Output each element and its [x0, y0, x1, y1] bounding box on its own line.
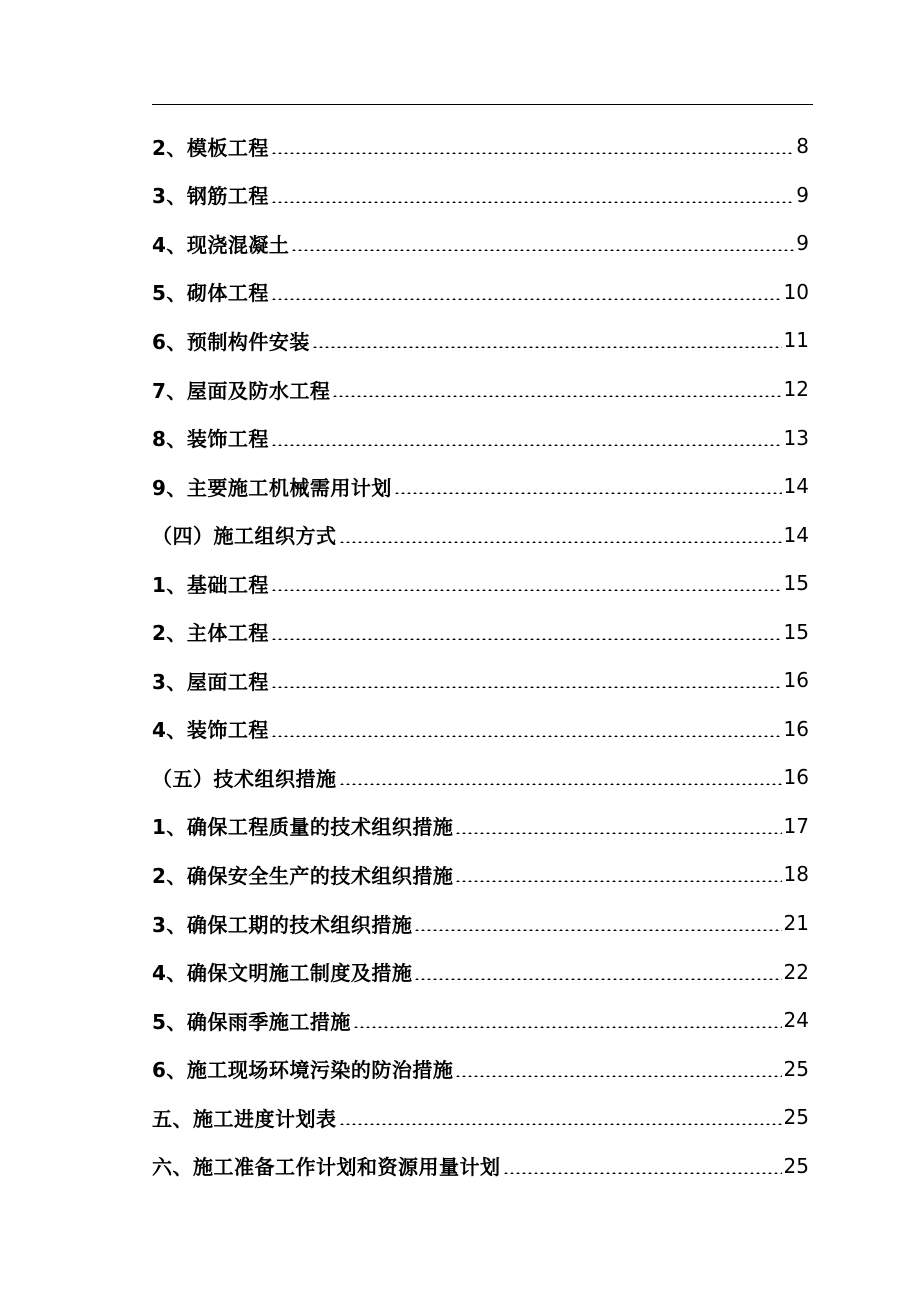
toc-entry-page: 16: [783, 668, 809, 693]
dot-leader: [455, 814, 781, 834]
toc-entry[interactable]: [152, 947, 809, 996]
toc-entry[interactable]: [152, 753, 809, 802]
toc-entry-page: 15: [783, 619, 809, 644]
dot-leader: [271, 620, 782, 640]
toc-entry-page: 22: [783, 959, 809, 984]
toc-entry-page: 16: [783, 765, 809, 790]
toc-entry-page: 14: [783, 474, 809, 499]
toc-entry[interactable]: [152, 365, 809, 414]
toc-entry-title: 4、现浇混凝土: [152, 232, 290, 257]
toc-entry-page: 13: [783, 425, 809, 450]
dot-leader: [353, 1008, 782, 1028]
toc-entry-title: 5、确保雨季施工措施: [152, 1009, 351, 1034]
toc-entry-page: 21: [783, 911, 809, 936]
toc-entry-page: 9: [796, 231, 809, 256]
dot-leader: [414, 911, 781, 931]
toc-entry-page: 25: [783, 1056, 809, 1081]
dot-leader: [339, 765, 782, 785]
toc-entry[interactable]: [152, 899, 809, 948]
toc-entry-title: 2、确保安全生产的技术组织措施: [152, 863, 454, 888]
dot-leader: [339, 1105, 782, 1125]
dot-leader: [291, 231, 794, 251]
toc-entry-page: 14: [783, 522, 809, 547]
toc-entry-title: 2、主体工程: [152, 621, 269, 646]
dot-leader: [271, 183, 794, 203]
toc-entry-title: 5、砌体工程: [152, 281, 269, 306]
toc-entry[interactable]: [152, 705, 809, 754]
toc-entry-page: 9: [796, 182, 809, 207]
table-of-contents: [152, 122, 809, 1190]
toc-entry-page: 25: [783, 1153, 809, 1178]
toc-entry[interactable]: [152, 1044, 809, 1093]
toc-entry-page: 12: [783, 377, 809, 401]
toc-entry[interactable]: [152, 510, 809, 559]
toc-entry[interactable]: [152, 1141, 809, 1190]
toc-entry[interactable]: [152, 802, 809, 851]
toc-entry[interactable]: [152, 413, 809, 462]
toc-entry-title: 3、确保工期的技术组织措施: [152, 912, 413, 937]
dot-leader: [271, 668, 782, 688]
toc-entry[interactable]: [152, 219, 809, 268]
dot-leader: [271, 426, 782, 446]
toc-entry[interactable]: [152, 559, 809, 608]
toc-entry-page: 8: [796, 134, 809, 159]
toc-entry-title: 8、装饰工程: [152, 427, 269, 452]
dot-leader: [455, 1057, 781, 1077]
toc-entry-title: 1、基础工程: [152, 572, 269, 597]
toc-entry-title: 4、确保文明施工制度及措施: [152, 961, 413, 986]
dot-leader: [271, 571, 782, 591]
header-rule: [152, 104, 813, 105]
toc-entry-title: 7、屋面及防水工程: [152, 378, 331, 403]
toc-entry-title: 1、确保工程质量的技术组织措施: [152, 815, 454, 840]
dot-leader: [414, 960, 781, 980]
toc-entry-title: 2、模板工程: [152, 135, 269, 160]
dot-leader: [271, 717, 782, 737]
dot-leader: [271, 280, 782, 300]
toc-entry[interactable]: [152, 850, 809, 899]
toc-entry[interactable]: [152, 1093, 809, 1142]
dot-leader: [394, 474, 782, 494]
toc-entry-page: 17: [783, 813, 809, 838]
toc-entry-title: 五、施工进度计划表: [152, 1106, 337, 1131]
toc-entry-page: 11: [783, 328, 809, 353]
toc-entry-page: 15: [783, 571, 809, 596]
toc-entry-title: （四）施工组织方式: [152, 524, 337, 549]
toc-entry[interactable]: [152, 122, 809, 171]
toc-entry[interactable]: [152, 996, 809, 1045]
dot-leader: [271, 134, 794, 154]
toc-entry-title: 9、主要施工机械需用计划: [152, 475, 392, 500]
toc-entry-page: 18: [783, 862, 809, 887]
toc-entry-title: 6、施工现场环境污染的防治措施: [152, 1058, 454, 1083]
toc-entry-title: 3、屋面工程: [152, 669, 269, 694]
toc-entry[interactable]: [152, 268, 809, 317]
toc-entry[interactable]: [152, 462, 809, 511]
dot-leader: [455, 862, 781, 882]
toc-entry-title: 六、施工准备工作计划和资源用量计划: [152, 1155, 501, 1180]
toc-entry[interactable]: [152, 316, 809, 365]
toc-entry-title: 6、预制构件安装: [152, 329, 310, 354]
toc-entry[interactable]: [152, 656, 809, 705]
toc-entry-page: 10: [783, 279, 809, 304]
dot-leader: [503, 1154, 782, 1174]
toc-entry[interactable]: [152, 607, 809, 656]
dot-leader: [312, 328, 782, 348]
toc-entry[interactable]: [152, 171, 809, 220]
toc-entry-page: 25: [783, 1105, 809, 1130]
dot-leader: [339, 523, 782, 543]
toc-entry-page: 24: [783, 1008, 809, 1033]
toc-entry-page: 16: [783, 716, 809, 741]
dot-leader: [332, 377, 781, 397]
toc-entry-title: 4、装饰工程: [152, 718, 269, 743]
toc-entry-title: 3、钢筋工程: [152, 184, 269, 209]
toc-entry-title: （五）技术组织措施: [152, 766, 337, 791]
